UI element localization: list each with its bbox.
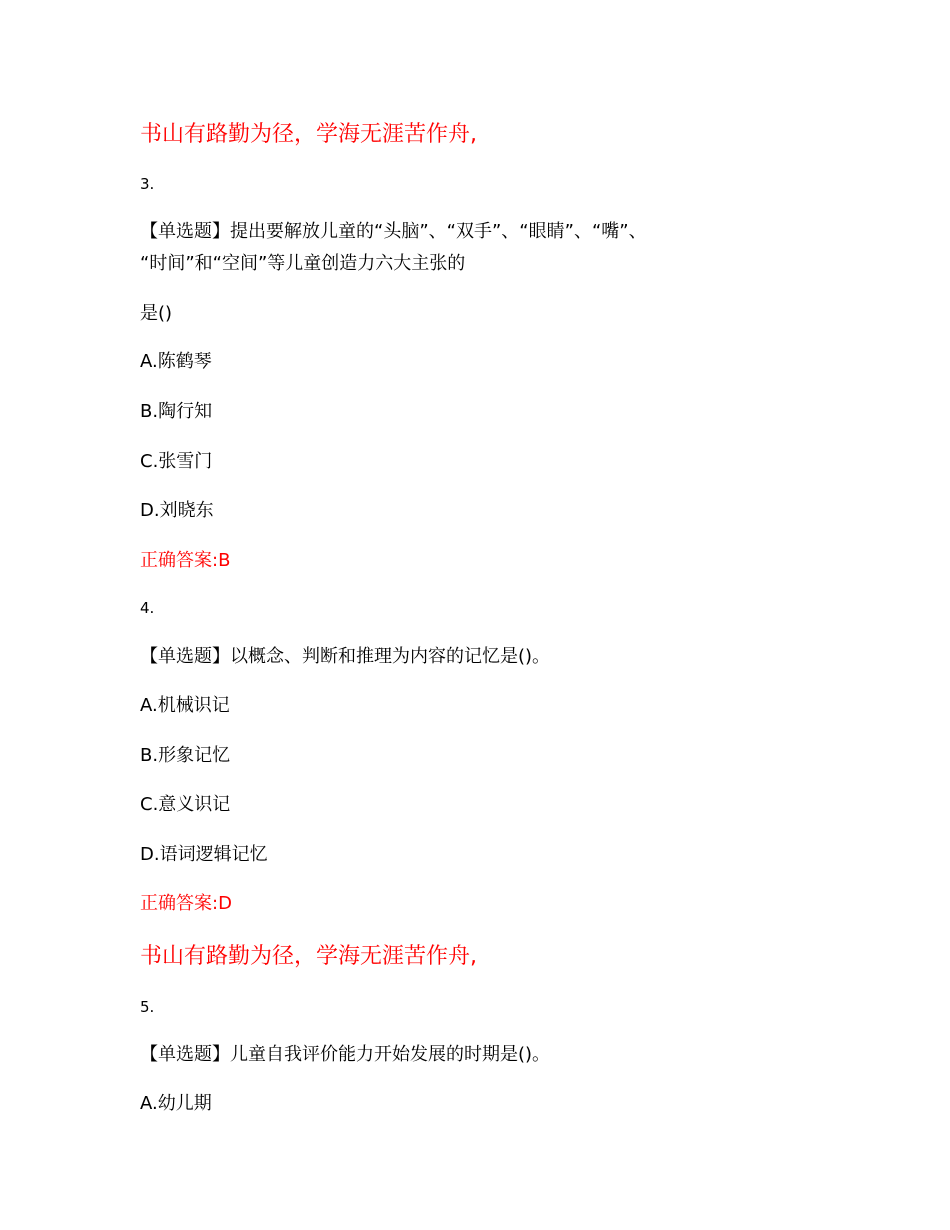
question-4-answer: 正确答案:D	[140, 893, 232, 914]
question-4-option-c: C.意义识记	[140, 794, 231, 815]
question-4-option-b: B.形象记忆	[140, 745, 231, 766]
question-3-stem-line3: 是()	[140, 303, 173, 324]
question-3-option-c: C.张雪门	[140, 451, 213, 472]
question-5-option-a: A.幼儿期	[140, 1093, 212, 1114]
question-4-option-d: D.语词逻辑记忆	[140, 844, 268, 865]
question-5-stem: 【单选题】儿童自我评价能力开始发展的时期是()。	[140, 1044, 551, 1065]
question-3-stem-line2: “时间”和“空间”等儿童创造力六大主张的	[140, 253, 466, 274]
question-3-option-a: A.陈鹤琴	[140, 351, 212, 372]
question-3-option-d: D.刘晓东	[140, 500, 214, 521]
question-4-option-a: A.机械识记	[140, 695, 230, 716]
banner-motto-top: 书山有路勤为径，学海无涯苦作舟,	[140, 122, 477, 147]
question-5-number: 5.	[140, 998, 155, 1016]
banner-motto-middle: 书山有路勤为径，学海无涯苦作舟,	[140, 944, 477, 969]
question-4-stem: 【单选题】以概念、判断和推理为内容的记忆是()。	[140, 646, 551, 667]
question-3-answer: 正确答案:B	[140, 550, 231, 571]
question-3-number: 3.	[140, 175, 155, 193]
question-3-option-b: B.陶行知	[140, 401, 213, 422]
question-4-number: 4.	[140, 599, 155, 617]
question-3-stem-line1: 【单选题】提出要解放儿童的“头脑”、“双手”、“眼睛”、“嘴”、	[140, 221, 647, 242]
